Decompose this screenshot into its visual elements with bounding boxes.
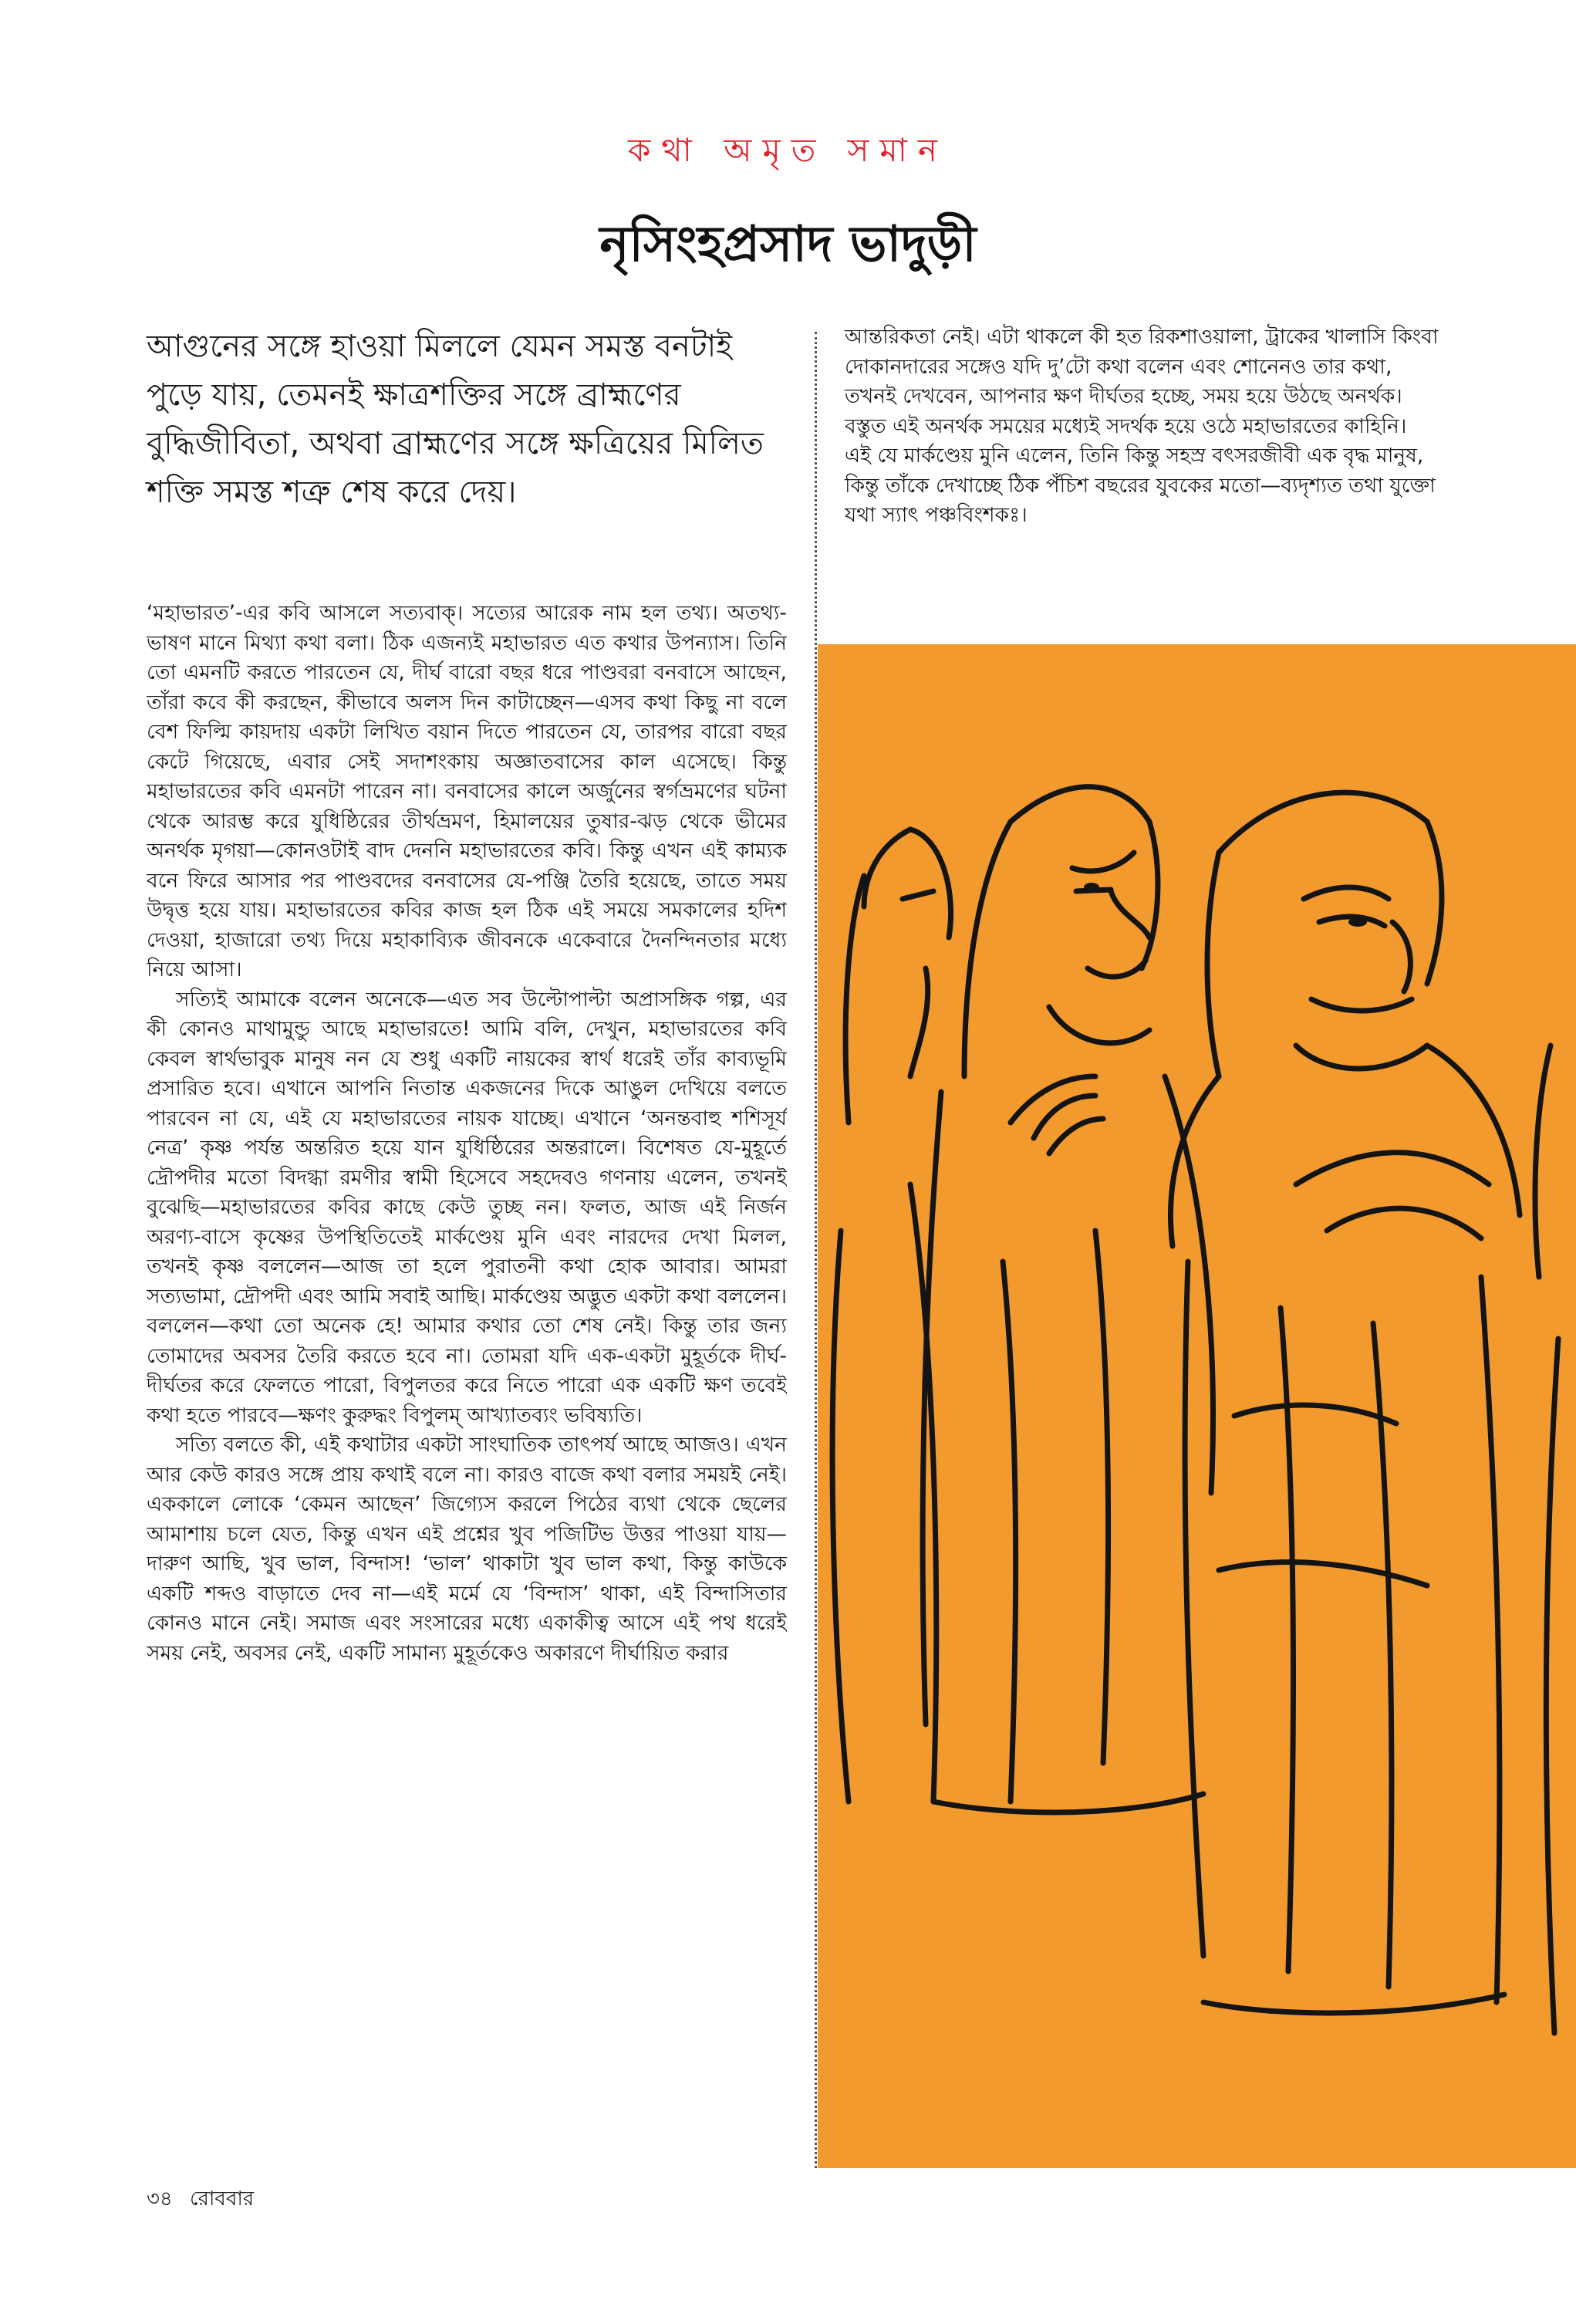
page-footer: [147, 2184, 254, 2214]
page-number: ৩৪: [147, 2187, 173, 2211]
column-divider: [815, 332, 817, 2168]
author-name: নৃসিংহপ্রসাদ ভাদুড়ী: [599, 216, 977, 273]
illustration-panel: [818, 644, 1576, 2168]
ink-figures-illustration-icon: [818, 644, 1576, 2168]
body-paragraph: সত্যি বলতে কী, এই কথাটার একটা সাংঘাতিক তাৎপর্য আছে আজও। এখন আর কেউ কারও সঙ্গে প্রায় কথাই বলে না। কারও বাজে কথা বলার সময়ই নেই। এককালে লোকে ‘কেমন আছেন’ জিগ্যেস করলে পিঠের ব্যথা থেকে ছেলের আমাশায় চলে যেত, কিন্তু এখন এই প্রশ্নের খুব পজিটিভ উত্তর পাওয়া যায়—দারুণ আছি, খুব ভাল, বিন্দাস! ‘ভাল’ থাকাটা খুব ভাল কথা, কিন্তু কাউকে একটি শব্দও বাড়াতে দেব না—এই মর্মে যে ‘বিন্দাস’ থাকা, এই বিন্দাসিতার কোনও মানে নেই। সমাজ এবং সংসারের মধ্যে একাকীত্ব আসে এই পথ ধরেই সময় নেই, অবসর নেই, একটি সামান্য মুহূর্তকেও অকারণে দীর্ঘায়িত করার: [147, 1433, 787, 1665]
section-kicker: কথা অমৃত সমান: [628, 131, 948, 169]
magazine-name: রোববার: [190, 2187, 255, 2211]
body-paragraph: সত্যিই আমাকে বলেন অনেকে—এত সব উল্টোপাল্টা অপ্রাসঙ্গিক গল্প, এর কী কোনও মাথামুন্ডু আছে মহাভারতে! আমি বলি, দেখুন, মহাভারতের কবি কেবল স্বার্থভাবুক মানুষ নন যে শুধু একটি নায়কের স্বার্থ ধরেই তাঁর কাব্যভূমি প্রসারিত হবে। এখানে আপনি নিতান্ত একজনের দিকে আঙুল দেখিয়ে বলতে পারবেন না যে, এই যে মহাভারতের নায়ক যাচ্ছে। এখানে ‘অনন্তবাহু শশিসূর্য নেত্র’ কৃষ্ণ পর্যন্ত অন্তরিত হয়ে যান যুধিষ্ঠিরের অন্তরালে। বিশেষত যে-মুহূর্তে দ্রৌপদীর মতো বিদগ্ধা রমণীর স্বামী হিসেবে সহদেবও গণনায় এলেন, তখনই বুঝেছি—মহাভারতের কবির কাছে কেউ তুচ্ছ নন। ফলত, আজ এই নির্জন অরণ্য-বাসে কৃষ্ণের উপস্থিতিতেই মার্কণ্ডেয় মুনি এবং নারদের দেখা মিলল, তখনই কৃষ্ণ বললেন—আজ তা হলে পুরাতনী কথা হোক আবার। আমরা সত্যভামা, দ্রৌপদী এবং আমি সবাই আছি। মার্কণ্ডেয় অদ্ভুত একটা কথা বললেন। বললেন—কথা তো অনেক হে! আমার কথার তো শেষ নেই। কিন্তু তার জন্য তোমাদের অবসর তৈরি করতে হবে না। তোমরা যদি এক-একটা মুহূর্তকে দীর্ঘ-দীর্ঘতর করে ফেলতে পারো, বিপুলতর করে নিতে পারো এক একটি ক্ষণ তবেই কথা হতে পারবে—ক্ষণং কুরুদ্ধং বিপুলম্ আখ্যাতব্যং ভবিষ্যতি।: [147, 987, 787, 1427]
article-body-left: [147, 599, 787, 2165]
lead-pull-quote: আগুনের সঙ্গে হাওয়া মিললে যেমন সমস্ত বনটাই পুড়ে যায়, তেমনই ক্ষাত্রশক্তির সঙ্গে ব্রাহ্মণের বুদ্ধিজীবিতা, অথবা ব্রাহ্মণের সঙ্গে ক্ষত্রিয়ের মিলিত শক্তি সমস্ত শত্রু শেষ করে দেয়।: [147, 329, 764, 510]
body-paragraph: ‘মহাভারত’-এর কবি আসলে সত্যবাক্। সত্যের আরেক নাম হল তথ্য। অতথ্য-ভাষণ মানে মিথ্যা কথা বলা। ঠিক এজন্যই মহাভারত এত কথার উপন্যাস। তিনি তো এমনটি করতে পারতেন যে, দীর্ঘ বারো বছর ধরে পাণ্ডবরা বনবাসে আছেন, তাঁরা কবে কী করছেন, কীভাবে অলস দিন কাটাচ্ছেন—এসব কথা কিছু না বলে বেশ ফিল্মি কায়দায় একটা লিখিত বয়ান দিতে পারতেন যে, তারপর বারো বছর কেটে গিয়েছে, এবার সেই সদাশংকায় অজ্ঞাতবাসের কাল এসেছে। কিন্তু মহাভারতের কবি এমনটা পারেন না। বনবাসের কালে অর্জুনের স্বর্গভ্রমণের ঘটনা থেকে আরম্ভ করে যুধিষ্ঠিরের তীর্থভ্রমণ, হিমালয়ের তুষার-ঝড় থেকে ভীমের অনর্থক মৃগয়া—কোনওটাই বাদ দেননি মহাভারতের কবি। কিন্তু এখন এই কাম্যক বনে ফিরে আসার পর পাণ্ডবদের বনবাসের যে-পঞ্জি তৈরি হয়েছে, তাতে সময় উদ্বৃত্ত হয়ে যায়। মহাভারতের কবির কাজ হল ঠিক এই সময়ে সমকালের হদিশ দেওয়া, হাজারো তথ্য দিয়ে মহাকাব্যিক জীবনকে একেবারে দৈনন্দিনতার মধ্যে নিয়ে আসা।: [147, 601, 787, 981]
article-body-right: আন্তরিকতা নেই। এটা থাকলে কী হত রিকশাওয়ালা, ট্রাকের খালাসি কিংবা দোকানদারের সঙ্গেও যদি দু’টো কথা বলেন এবং শোনেনও তার কথা, তখনই দেখবেন, আপনার ক্ষণ দীর্ঘতর হচ্ছে, সময় হয়ে উঠছে অনর্থক। বস্তুত এই অনর্থক সময়ের মধ্যেই সদর্থক হয়ে ওঠে মহাভারতের কাহিনি। এই যে মার্কণ্ডেয় মুনি এলেন, তিনি কিন্তু সহস্র বৎসরজীবী এক বৃদ্ধ মানুষ, কিন্তু তাঁকে দেখাচ্ছে ঠিক পঁচিশ বছরের যুবকের মতো—ব্যদৃশ্যত তথা যুক্তো যথা স্যাৎ পঞ্চবিংশকঃ।: [845, 325, 1439, 527]
